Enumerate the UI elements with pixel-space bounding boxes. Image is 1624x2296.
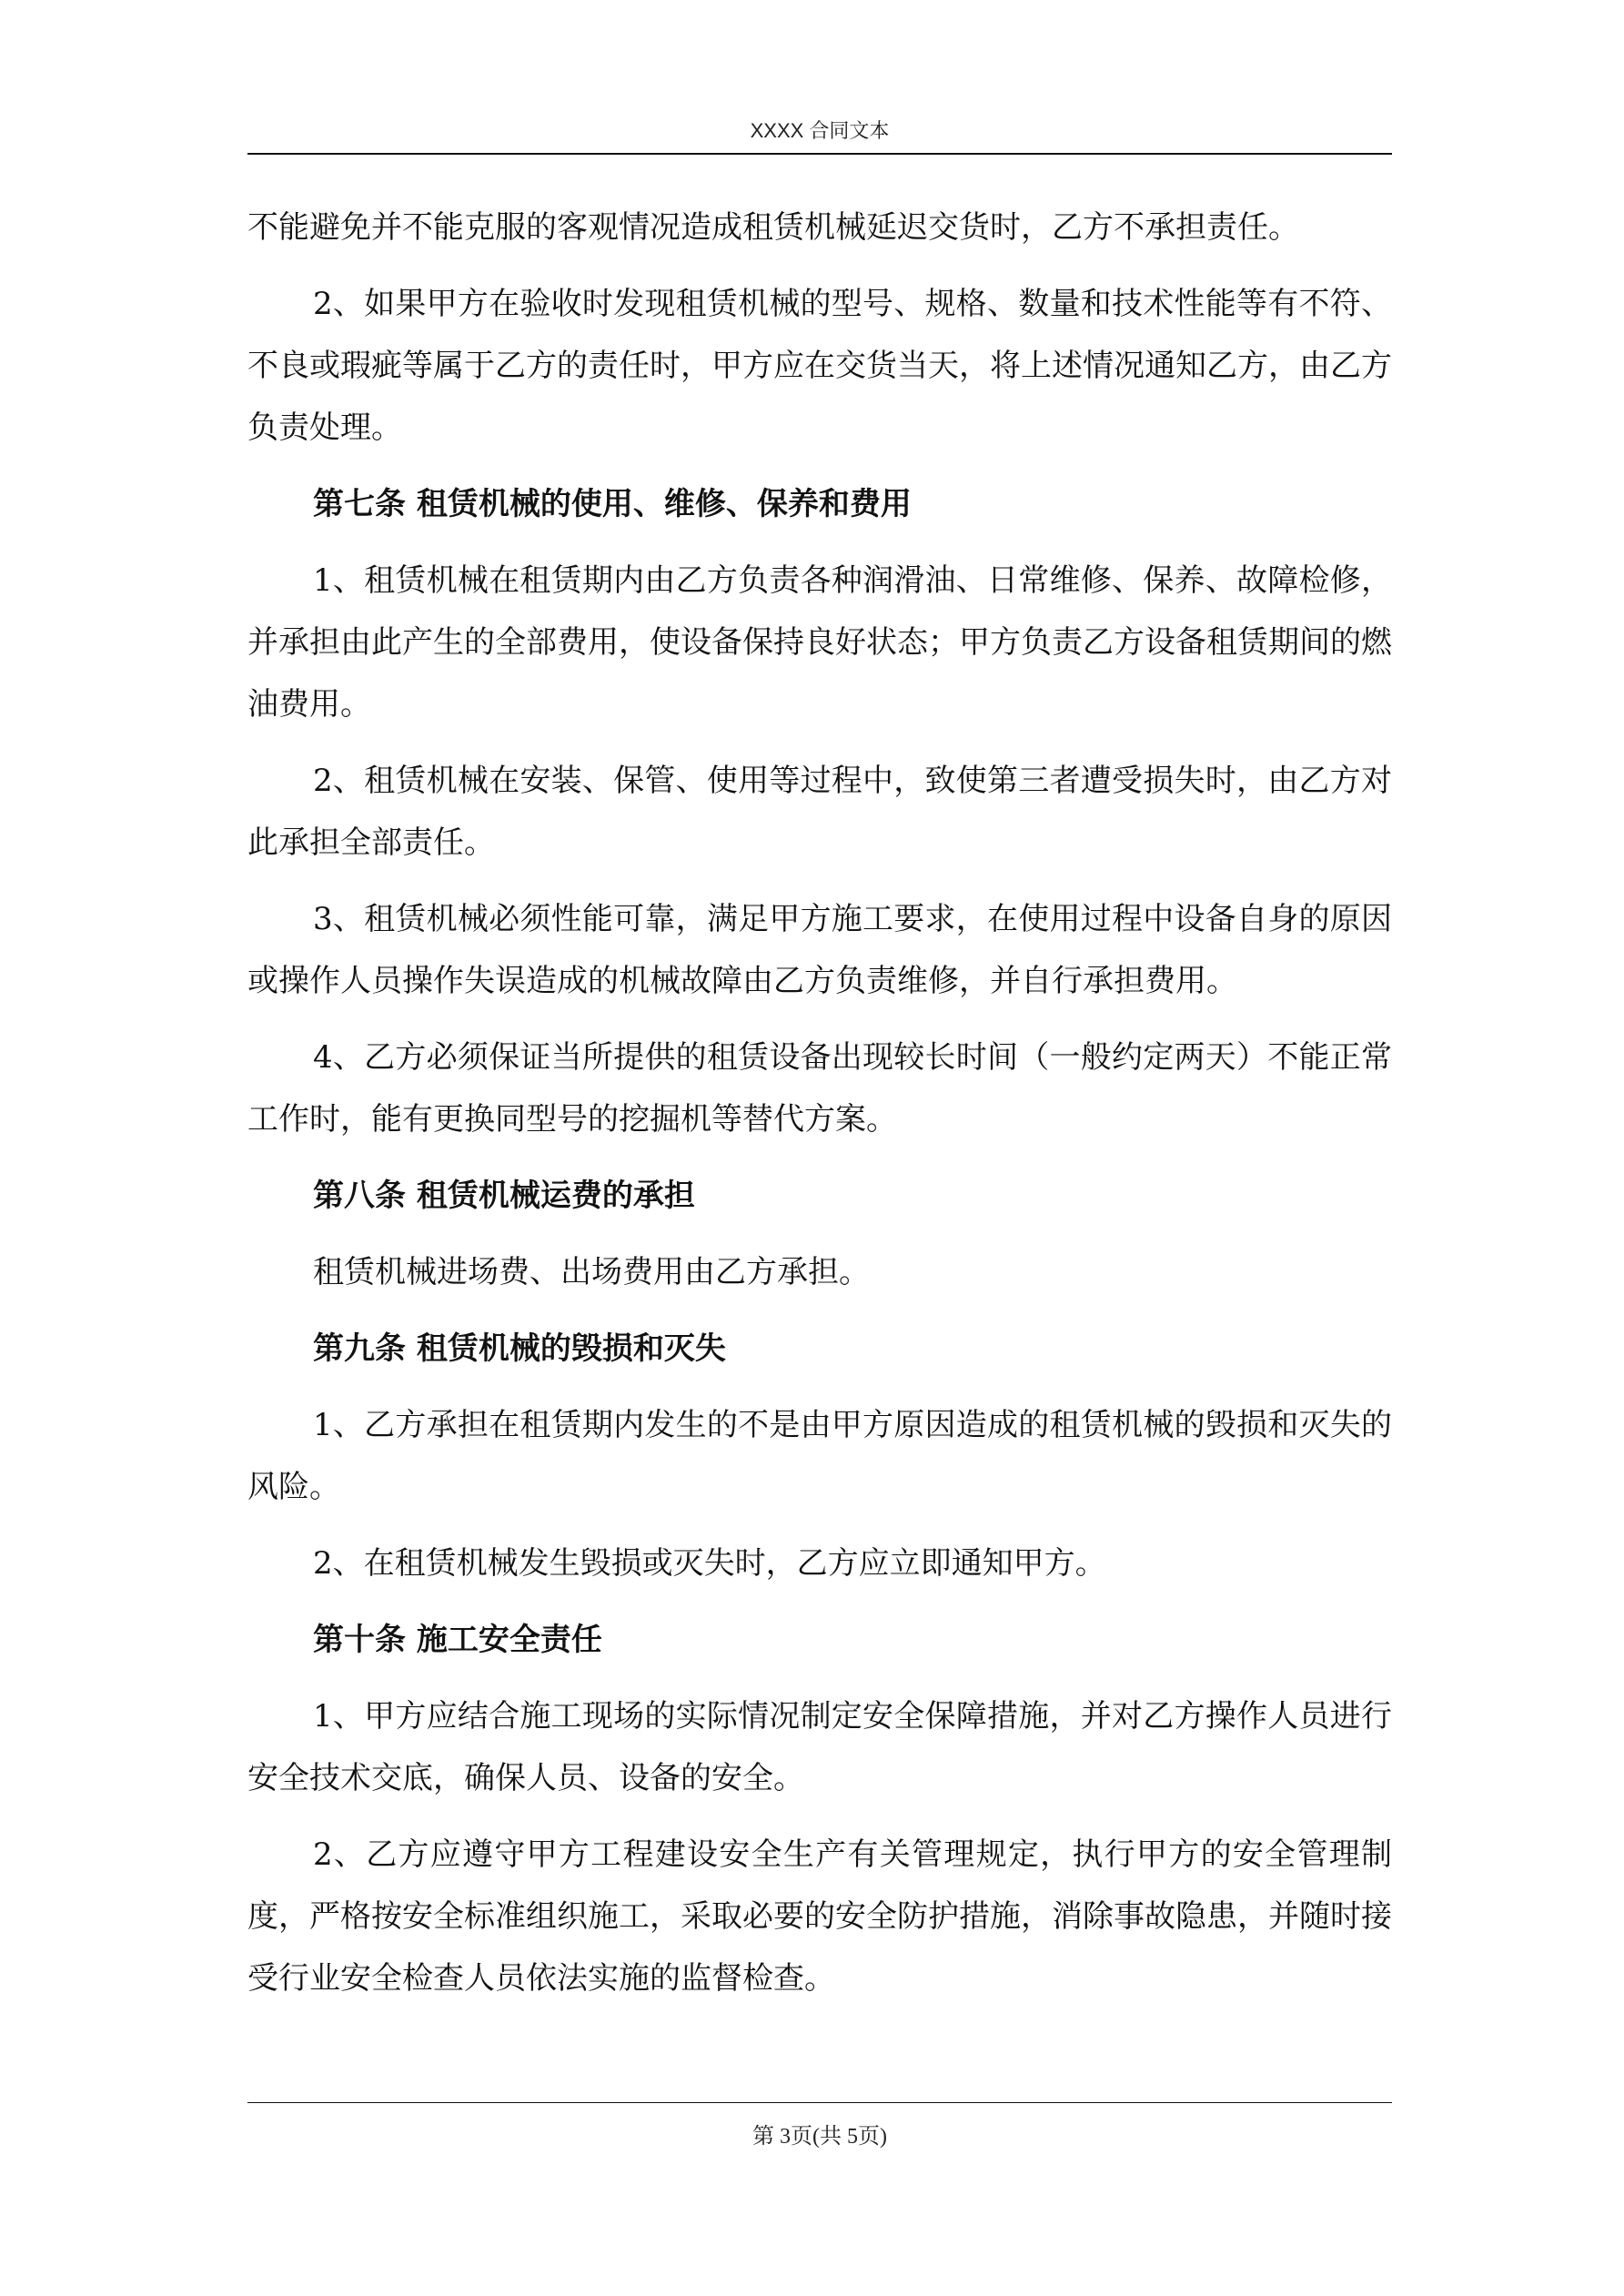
section-heading: 第八条 租赁机械运费的承担 [313,1178,695,1214]
paragraph: 2、如果甲方在验收时发现租赁机械的型号、规格、数量和技术性能等有不符、不良或瑕疵等属于乙方的责任时，甲方应在交货当天，将上述情况通知乙方，由乙方负责处理。 [247,286,1392,446]
page-header: XXXX 合同文本 [750,119,890,142]
section-heading: 第七条 租赁机械的使用、维修、保养和费用 [313,486,912,522]
paragraph: 租赁机械进场费、出场费用由乙方承担。 [313,1254,870,1290]
section-heading: 第九条 租赁机械的毁损和灭失 [313,1330,726,1367]
page-number: 第 3页(共 5页) [752,2125,887,2149]
paragraph: 1、甲方应结合施工现场的实际情况制定安全保障措施，并对乙方操作人员进行安全技术交底，确保人员、设备的安全。 [247,1698,1392,1796]
document-body [247,197,1392,2024]
paragraph: 4、乙方必须保证当所提供的租赁设备出现较长时间（一般约定两天）不能正常工作时，能有更换同型号的挖掘机等替代方案。 [247,1039,1392,1138]
paragraph: 3、租赁机械必须性能可靠，满足甲方施工要求，在使用过程中设备自身的原因或操作人员操作失误造成的机械故障由乙方负责维修，并自行承担费用。 [247,901,1392,999]
footer-rule [247,2102,1392,2103]
paragraph: 2、在租赁机械发生毁损或灭失时，乙方应立即通知甲方。 [313,1545,1106,1582]
section-heading: 第十条 施工安全责任 [313,1622,602,1658]
paragraph: 2、租赁机械在安装、保管、使用等过程中，致使第三者遭受损失时，由乙方对此承担全部责任。 [247,763,1392,861]
paragraph: 1、租赁机械在租赁期内由乙方负责各种润滑油、日常维修、保养、故障检修，并承担由此产生的全部费用，使设备保持良好状态；甲方负责乙方设备租赁期间的燃油费用。 [247,562,1392,723]
header-rule [247,153,1392,155]
paragraph: 1、乙方承担在租赁期内发生的不是由甲方原因造成的租赁机械的毁损和灭失的风险。 [247,1407,1392,1505]
paragraph: 2、乙方应遵守甲方工程建设安全生产有关管理规定，执行甲方的安全管理制度，严格按安全标准组织施工，采取必要的安全防护措施，消除事故隐患，并随时接受行业安全检查人员依法实施的监督检查。 [247,1836,1392,1997]
paragraph: 不能避免并不能克服的客观情况造成租赁机械延迟交货时，乙方不承担责任。 [247,209,1299,246]
